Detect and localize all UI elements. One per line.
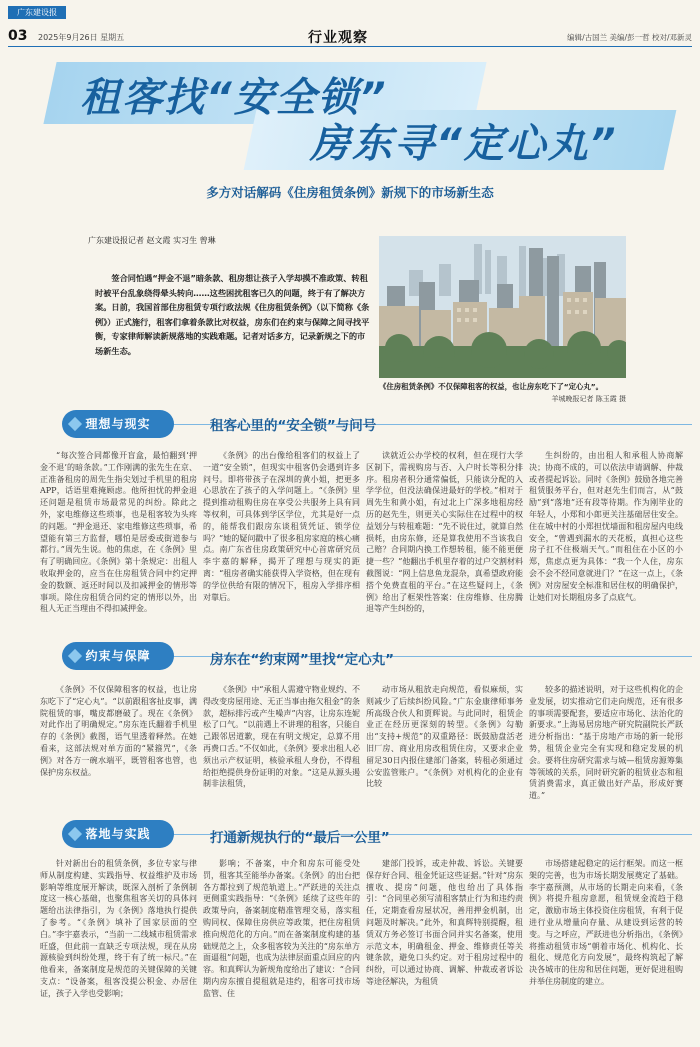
section-2-column-4: 较多的描述说明，对于这些机构化的企业发展，切实推动它们走向规范，还有很多的事项需要配套，要适应市场化、法治化的新要求。”上海易居房地产研究院副院长严跃进分析指出：“基于房地产市场的新一轮形势，租赁企业完全有实现和稳定发展的机会。要将住房研究需求与城—租赁房源筹集等领域的关系，同时研究新的租赁业态和租赁消费需求，真正做出好产品，形成好赛道。” <box>529 685 683 801</box>
headline-subtitle: 多方对话解码《住房租赁条例》新规下的市场新生态 <box>206 185 494 200</box>
section-3-heading: 打通新规执行的“最后一公里” <box>210 830 390 846</box>
byline: 广东建设报记者 赵文霞 实习生 曾琳 <box>88 236 216 245</box>
section-3-column-2: 影响；不备案，中介和房东可能受处罚，租客其至能举办备案。《条例》的出台把各方都拉到了规范轨道上。”严跃进的关注点更侧重实践指导：“《条例》延续了这些年的政策导向，备案制度精准管理交易，落实租购同权、保障住房供应等政策，把住房租赁推向规范化的方向。”而在备案制度构建的基础规范之上，众多租客较为关注的“房东单方面逼租”问题，也成为法律层面重点回应的内容。和真辉认为新规角度给出了建议：“合同期内房东擅自提租就是违约，租客可找市场监管、住 <box>203 859 360 998</box>
skyline-illustration <box>379 236 626 378</box>
issue-date: 2025年9月26日 星期五 <box>38 33 125 42</box>
section-2-tag: 约束与保障 <box>62 642 174 670</box>
city-skyline-photo <box>379 236 626 378</box>
section-1-tag: 理想与现实 <box>62 410 174 438</box>
section-3-column-1: 针对新出台的租赁条例，多位专家与律师从制度构建、实践指导、权益维护及市场影响等维度展开解读，既深入剖析了条例制度这一核心基础，也聚焦租客关切的具体问题给出法律指引，为《条例》落地执行提供了参考。“《条例》填补了国家层面的空白。”李宇嘉表示，“当前一二线城市租赁需求旺盛，但此前一直缺乏专项法规，现在从房源核验到纠纷处理，终于有了统一标尺。”在他看来，备案制度是规范的关键保障的关键支点：“设备案，租客没提公积金、办居住证，孩子入学也受影响； <box>40 859 197 998</box>
photo-caption: 《住房租赁条例》不仅保障租客的权益，也让房东吃下了“定心丸”。 <box>379 382 604 391</box>
newspaper-tag: 广东建设报 <box>8 6 66 19</box>
section-2-heading: 房东在“约束网”里找“定心丸” <box>210 652 394 668</box>
section-2-column-3: 动市场从粗放走向规范，看似麻烦，实则减少了后续纠纷风险。”广东金康律师事务所高级合伙人和贾辉说。与此同时，租赁企业正在经历更深刻的转型。《条例》勾勒出“支持+规范”的双重路径：既鼓励盘活老旧厂房、商业用房改租赁住房，又要求企业留足30日内报住建部门备案，转租必须通过公安监管账户。“《条例》对机构化的企业有比较 <box>366 685 523 789</box>
headline-line-1: 租客找“安全锁” <box>80 75 388 121</box>
headline-line-2: 房东寻“定心丸” <box>310 121 618 167</box>
header-rule <box>8 46 692 47</box>
section-3-column-4: 市场搭建起稳定的运行框架。而这一框架的完善，也为市场长期发展奠定了基础。李宇嘉预测，从市场的长期走向来看，《条例》将提升租房意愿，租赁规金流趋于稳定，激励市场主体投资住房租赁，有利于促进行业从增量向存量、从建设到运营的转变。与之呼应，严跃进也分析指出，《条例》将推动租赁市场“朝着市场化、机构化、长租化、规范化方向发展”，最终构筑起了解决各城市的住房和居住问题，更好促进租购并举住房制度的建立。 <box>529 859 683 986</box>
section-1-column-4: 生纠纷的，由出租人和承租人协商解决；协商不成的，可以依法申请调解、仲裁或者提起诉讼。同时《条例》鼓励各地完善租赁服务平台，但对赵先生们而言，从“鼓励”到“落地”还有段等待期。作为刚毕业的年轻人，小郑和小郎更关注基础居住安全。住在城中村的小郑担忧墙面和租房屋内电线安全，“曾遇到漏水的天花板，真担心这些房子扛不住极端天气。”而租住在小区的小郑，焦虑点更为具体：“我一个人住，房东会不会不经同意就进门？”在这一点上，《条例》对房屋安全标准和居住权的明确保护，让她们对长期租房多了点底气。 <box>529 451 683 602</box>
section-1-heading: 租客心里的“安全锁”与问号 <box>210 418 377 434</box>
photo-credit: 羊城晚报记者 陈玉霞 摄 <box>551 395 626 403</box>
section-title: 行业观察 <box>308 30 368 46</box>
section-2-column-2: 《条例》中“承租人需遵守物业规约、不得改变房屋用途、无正当事由拖欠租金”的条款，超标排污或产生噪声”内容，让房东连妮松了口气。“以前遇上不讲理的租客，只能自己跟邻居道歉，现在有明文规定，总算不用再费口舌。”不仅如此，《条例》要求出租人必须出示产权证明，核验承租人身份，不得租给拒绝提供身份证明的对象。“这是从源头遏制非法租赁， <box>203 685 360 789</box>
editors-credit: 编辑/古国兰 美编/彭一哲 校对/邓新灵 <box>567 33 692 42</box>
section-2-column-1: 《条例》不仅保障租客的权益，也让房东吃下了“定心丸”。“以前跟租客扯皮事，满院租赁的事，嘴皮都磨破了。现在《条例》对此作出了明确规定。”房东连氏翻着手机里存的《条例》截图，语气里透着释然。在她看来，这部法规对单方面的“紧箍咒”，《条例》对各方一碗水端平，既管租客也管，也保护房东权益。 <box>40 685 197 777</box>
section-1-column-1: “每次签合同都像开盲盒，最怕翻到‘押金不退’的暗条款。”工作刚满的张先生在京、正准备租房的周先生指尖划过手机里的租房APP，话语里难掩顾虑。他所担忧的押金退还问题是租赁市场最常见的纠纷。除此之外，家电维修这些琐事，也是租客较为头疼的问题。“押金退还、家电维修这些琐事，希望能有第三方监督，哪怕是居委或街道参与都行。”周先生说。他的焦虑，在《条例》里有了明确回应。《条例》第十条规定：出租人收取押金的，应当在住房租赁合同中约定押金的数额、返还时间以及扣减押金的情形等事项。除住房租赁合同约定的情形以外，出租人无正当理由不得扣减押金。 <box>40 451 197 614</box>
section-1-column-2: 《条例》的出台像给租客们的权益上了一道“安全锁”，但现实中租客仍会遇到许多问号。即将带孩子在深圳的黄小姐，把更多心思放在了孩子的入学问题上。“《条例》里提到推动租购住房在享受公共服务上具有同等权利，可具体到学区学位，尤其是好一点的，能帮我们跟房东谈租赁凭证、锁学位吗？”她的疑问戳中了很多租房家庭的核心痛点。南广东省住房政策研究中心首席研究员李宇嘉的解释，揭开了理想与现实的距离：“租房者确实能获得入学资格，但在现有的学位供给有限的情况下，租房入学排序相对靠后。 <box>203 451 360 602</box>
page-number: 03 <box>8 28 28 44</box>
section-1-column-3: 读就近公办学校的权利，但在现行大学区制下，需视购房与否、入户时长等积分排序。租房者积分通常偏低，只能读分配的入学学位，但没法确保进最好的学校。”相对于周先生和黄小姐，有过北上广深多地租房经历的赵先生，则更关心实际住在过程中的权益划分与转租难题：“先不说住过，就算自然损耗，由房东修，还是算我使用不当该我自己赔？合同期内换工作想转租，能不能更便捷一些？”他翻出手机里存着的过户交割材料截图说：“网上信息鱼龙混杂，真希望政府能搭个免费直租的平台。”在这些疑问上，《条例》给出了框架性答案：住房维修、住房腾退等产生纠纷的， <box>366 451 523 614</box>
lead-paragraph: 签合同怕遇“押金不退”暗条款、租房想让孩子入学却摸不准政策、转租时被平台乱象绕得晕头转向……这些困扰租客已久的问题，终于有了解决方案。日前，我国首部住房租赁专项行政法规《住房租赁条例》（以下简称《条例》）正式施行，租客们拿着条款比对权益，房东们在约束与保障之间寻找平衡，专家律师解读新规落地的实践难题。记者对话多方，记录新规之下的市场新生态。 <box>95 273 370 356</box>
section-3-tag: 落地与实践 <box>62 820 174 848</box>
section-3-column-3: 建部门投诉，或走仲裁、诉讼。关键要保存好合同、租金凭证这些证据。”针对“房东擅收、提房”问题，他也给出了具体指引：“合同里必须写清租客禁止行为和违约责任，定期查看房屋状况，善用押金机制，出问题及时解决。”此外，和真辉特别提醒，租赁双方务必签订书面合同并实名备案，使用示范文本，明确租金、押金、维修责任等关键条款，避免口头约定。对于租房过程中的纠纷，可以通过协商、调解、仲裁或者诉讼等途径解决，为租赁 <box>366 859 523 986</box>
